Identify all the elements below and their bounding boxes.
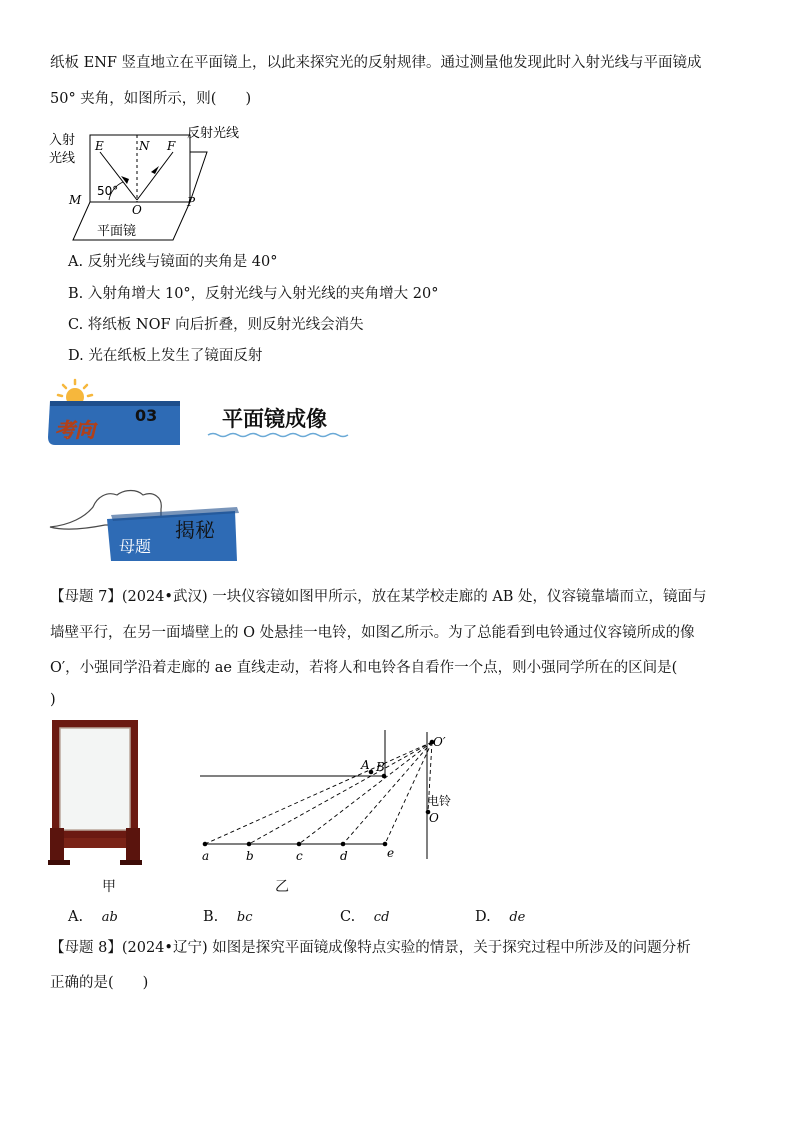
- label-mirror: 平面镜: [97, 224, 137, 239]
- corridor-diagram: [195, 722, 465, 872]
- label-d: d: [340, 849, 348, 863]
- section-number: 03: [135, 406, 158, 425]
- label-m: M: [69, 193, 82, 207]
- label-a-upper: A: [361, 758, 370, 772]
- option-d: D. 光在纸板上发生了镜面反射: [68, 348, 263, 364]
- label-reflected: 反射光线: [187, 126, 240, 141]
- label-f: F: [167, 139, 176, 153]
- label-p: P: [187, 195, 196, 209]
- section-header: [45, 375, 365, 450]
- option-text: ab: [101, 910, 118, 925]
- label-o: O: [429, 811, 439, 825]
- question-text-line: 纸板 ENF 竖直地立在平面镜上，以此来探究光的反射规律。通过测量他发现此时入射光线与平面镜成: [50, 55, 702, 71]
- section-badge-text: 考向: [55, 418, 95, 442]
- mirror-stand-right: [126, 828, 140, 863]
- option-a: A. 反射光线与镜面的夹角是 40°: [68, 254, 278, 270]
- q7-text-line: ): [50, 692, 56, 708]
- option-text: bc: [236, 910, 253, 925]
- label-e: E: [95, 139, 104, 153]
- q7-text-line: 墙壁平行，在另一面墙壁上的 O 处悬挂一电铃，如图乙所示。为了总能看到电铃通过仪容镜所成的像: [50, 625, 695, 641]
- q7-text-line: O′，小强同学沿着走廊的 ae 直线走动，若将人和电铃各自看作一个点，则小强同学所在的区间是(: [50, 660, 678, 676]
- label-bell: 电铃: [427, 794, 452, 808]
- option-letter: B.: [203, 909, 219, 925]
- reflection-diagram: [45, 120, 265, 245]
- q7-option-c: [340, 907, 389, 928]
- q7-text-line: 【母题 7】(2024•武汉) 一块仪容镜如图甲所示，放在某学校走廊的 AB 处，仪容镜靠墙而立，镜面与: [50, 589, 707, 605]
- label-n: N: [139, 139, 150, 153]
- mirror-stand-left: [50, 828, 64, 863]
- option-letter: C.: [340, 909, 356, 925]
- q7-option-d: [475, 907, 525, 928]
- label-c: c: [296, 849, 303, 863]
- label-o: O: [132, 203, 142, 217]
- question-text-line: 50° 夹角，如图所示，则( ): [50, 91, 252, 107]
- title-underline: [208, 434, 348, 437]
- label-a: a: [202, 849, 210, 863]
- reflected-ray: [137, 152, 173, 200]
- q8-text-line: 【母题 8】(2024•辽宁) 如图是探究平面镜成像特点实验的情景，关于探究过程中所涉及的问题分析: [50, 940, 691, 956]
- subsection-label-1: 母题: [119, 537, 152, 556]
- label-e: e: [387, 846, 395, 860]
- label-b-upper: B: [376, 760, 385, 774]
- option-text: cd: [373, 910, 390, 925]
- subsection-header: [45, 485, 245, 570]
- label-incident-2: 光线: [49, 151, 76, 166]
- vanity-mirror-figure: [48, 718, 143, 866]
- option-b: B. 入射角增大 10°，反射光线与入射光线的夹角增大 20°: [68, 286, 439, 302]
- option-letter: D.: [475, 909, 491, 925]
- q7-option-a: [68, 907, 118, 928]
- figure-caption-yi: 乙: [275, 879, 289, 895]
- section-title: 平面镜成像: [222, 406, 327, 431]
- option-letter: A.: [68, 909, 84, 925]
- option-c: C. 将纸板 NOF 向后折叠，则反射光线会消失: [68, 317, 364, 333]
- figure-caption-jia: 甲: [102, 879, 116, 895]
- label-angle: 50°: [97, 184, 119, 198]
- label-o-prime: O′: [433, 735, 446, 749]
- subsection-label-2: 揭秘: [175, 518, 215, 542]
- q7-option-b: [203, 907, 252, 928]
- label-incident-1: 入射: [49, 133, 76, 148]
- q8-text-line: 正确的是( ): [50, 975, 149, 991]
- mirror-glass: [60, 728, 130, 830]
- label-b: b: [246, 849, 254, 863]
- option-text: de: [509, 910, 526, 925]
